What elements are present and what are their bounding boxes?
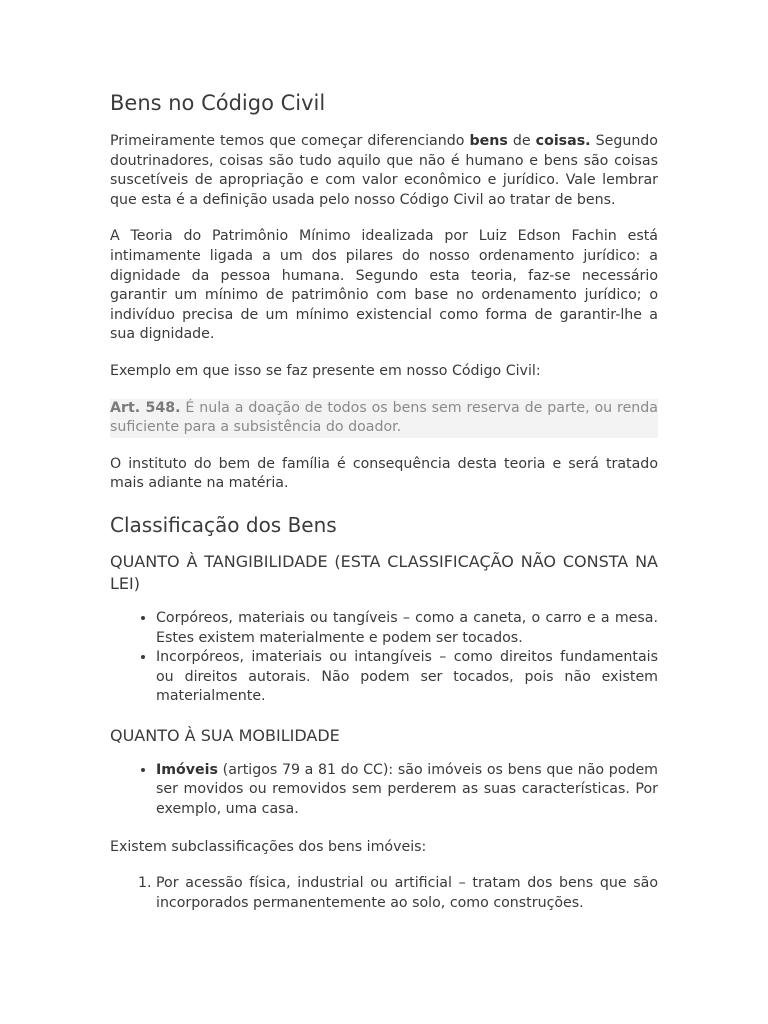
list-item: • Corpóreos, materiais ou tangíveis – como a caneta, o carro e a mesa. Estes existem materialmente e podem ser tocados. [156,609,658,648]
term-bens: bens [469,133,508,149]
document-content [110,86,658,931]
intro-paragraph [110,132,658,210]
intro-text-1: Primeiramente temos que começar diferenciando [110,133,470,149]
intro-text-2: de [507,133,536,149]
section-title: Classificação dos Bens [110,512,337,537]
term-imoveis: Imóveis [156,761,218,778]
quote-text: É nula a doação de todos os bens sem reserva de parte, ou renda suficiente para a subsistência do doador. [110,399,658,436]
subclass-list [110,874,658,913]
imoveis-text: (artigos 79 a 81 do CC): são imóveis os bens que não podem ser movidos ou removidos sem perderem as suas características. Por exemplo, uma casa. [156,761,658,818]
list-item [156,761,658,820]
tangibility-heading: QUANTO À TANGIBILIDADE (ESTA CLASSIFICAÇÃO NÃO CONSTA NA LEI) [110,551,658,593]
mobility-list [110,761,658,820]
term-coisas: coisas. [535,133,591,149]
intro-text-3: Segundo doutrinadores, coisas são tudo aquilo que não é humano e bens são coisas suscetíveis de apropriação e com valor econômico e jurídico. Vale lembrar que esta é a definição usada pelo nosso Código Civil ao tratar de bens. [110,133,658,208]
quote-article-label: Art. 548. [110,399,181,416]
page-title: Bens no Código Civil [110,91,326,115]
law-quote [110,399,658,438]
list-item: • Incorpóreos, imateriais ou intangíveis – como direitos fundamentais ou direitos autorais. Não podem ser tocados, pois não existem materialmente. [156,648,658,707]
tangibility-list [110,609,658,707]
subclass-paragraph: Existem subclassificações dos bens imóveis: [110,838,427,855]
example-paragraph: Exemplo em que isso se faz presente em nosso Código Civil: [110,362,541,379]
mobility-heading: QUANTO À SUA MOBILIDADE [110,725,340,745]
list-item: 1. Por acessão física, industrial ou artificial – tratam dos bens que são incorporados permanentemente ao solo, como construções. [156,874,658,913]
theory-paragraph: A Teoria do Patrimônio Mínimo idealizada por Luiz Edson Fachin está intimamente ligada a um dos pilares do nosso ordenamento jurídico: a dignidade da pessoa humana. Segundo esta teoria, faz-se necessário garantir um mínimo de patrimônio com base no ordenamento jurídico; o indivíduo precisa de um mínimo existencial como forma de garantir-lhe a sua dignidade. [110,228,658,343]
family-paragraph: O instituto do bem de família é consequência desta teoria e será tratado mais adiante na matéria. [110,455,658,492]
